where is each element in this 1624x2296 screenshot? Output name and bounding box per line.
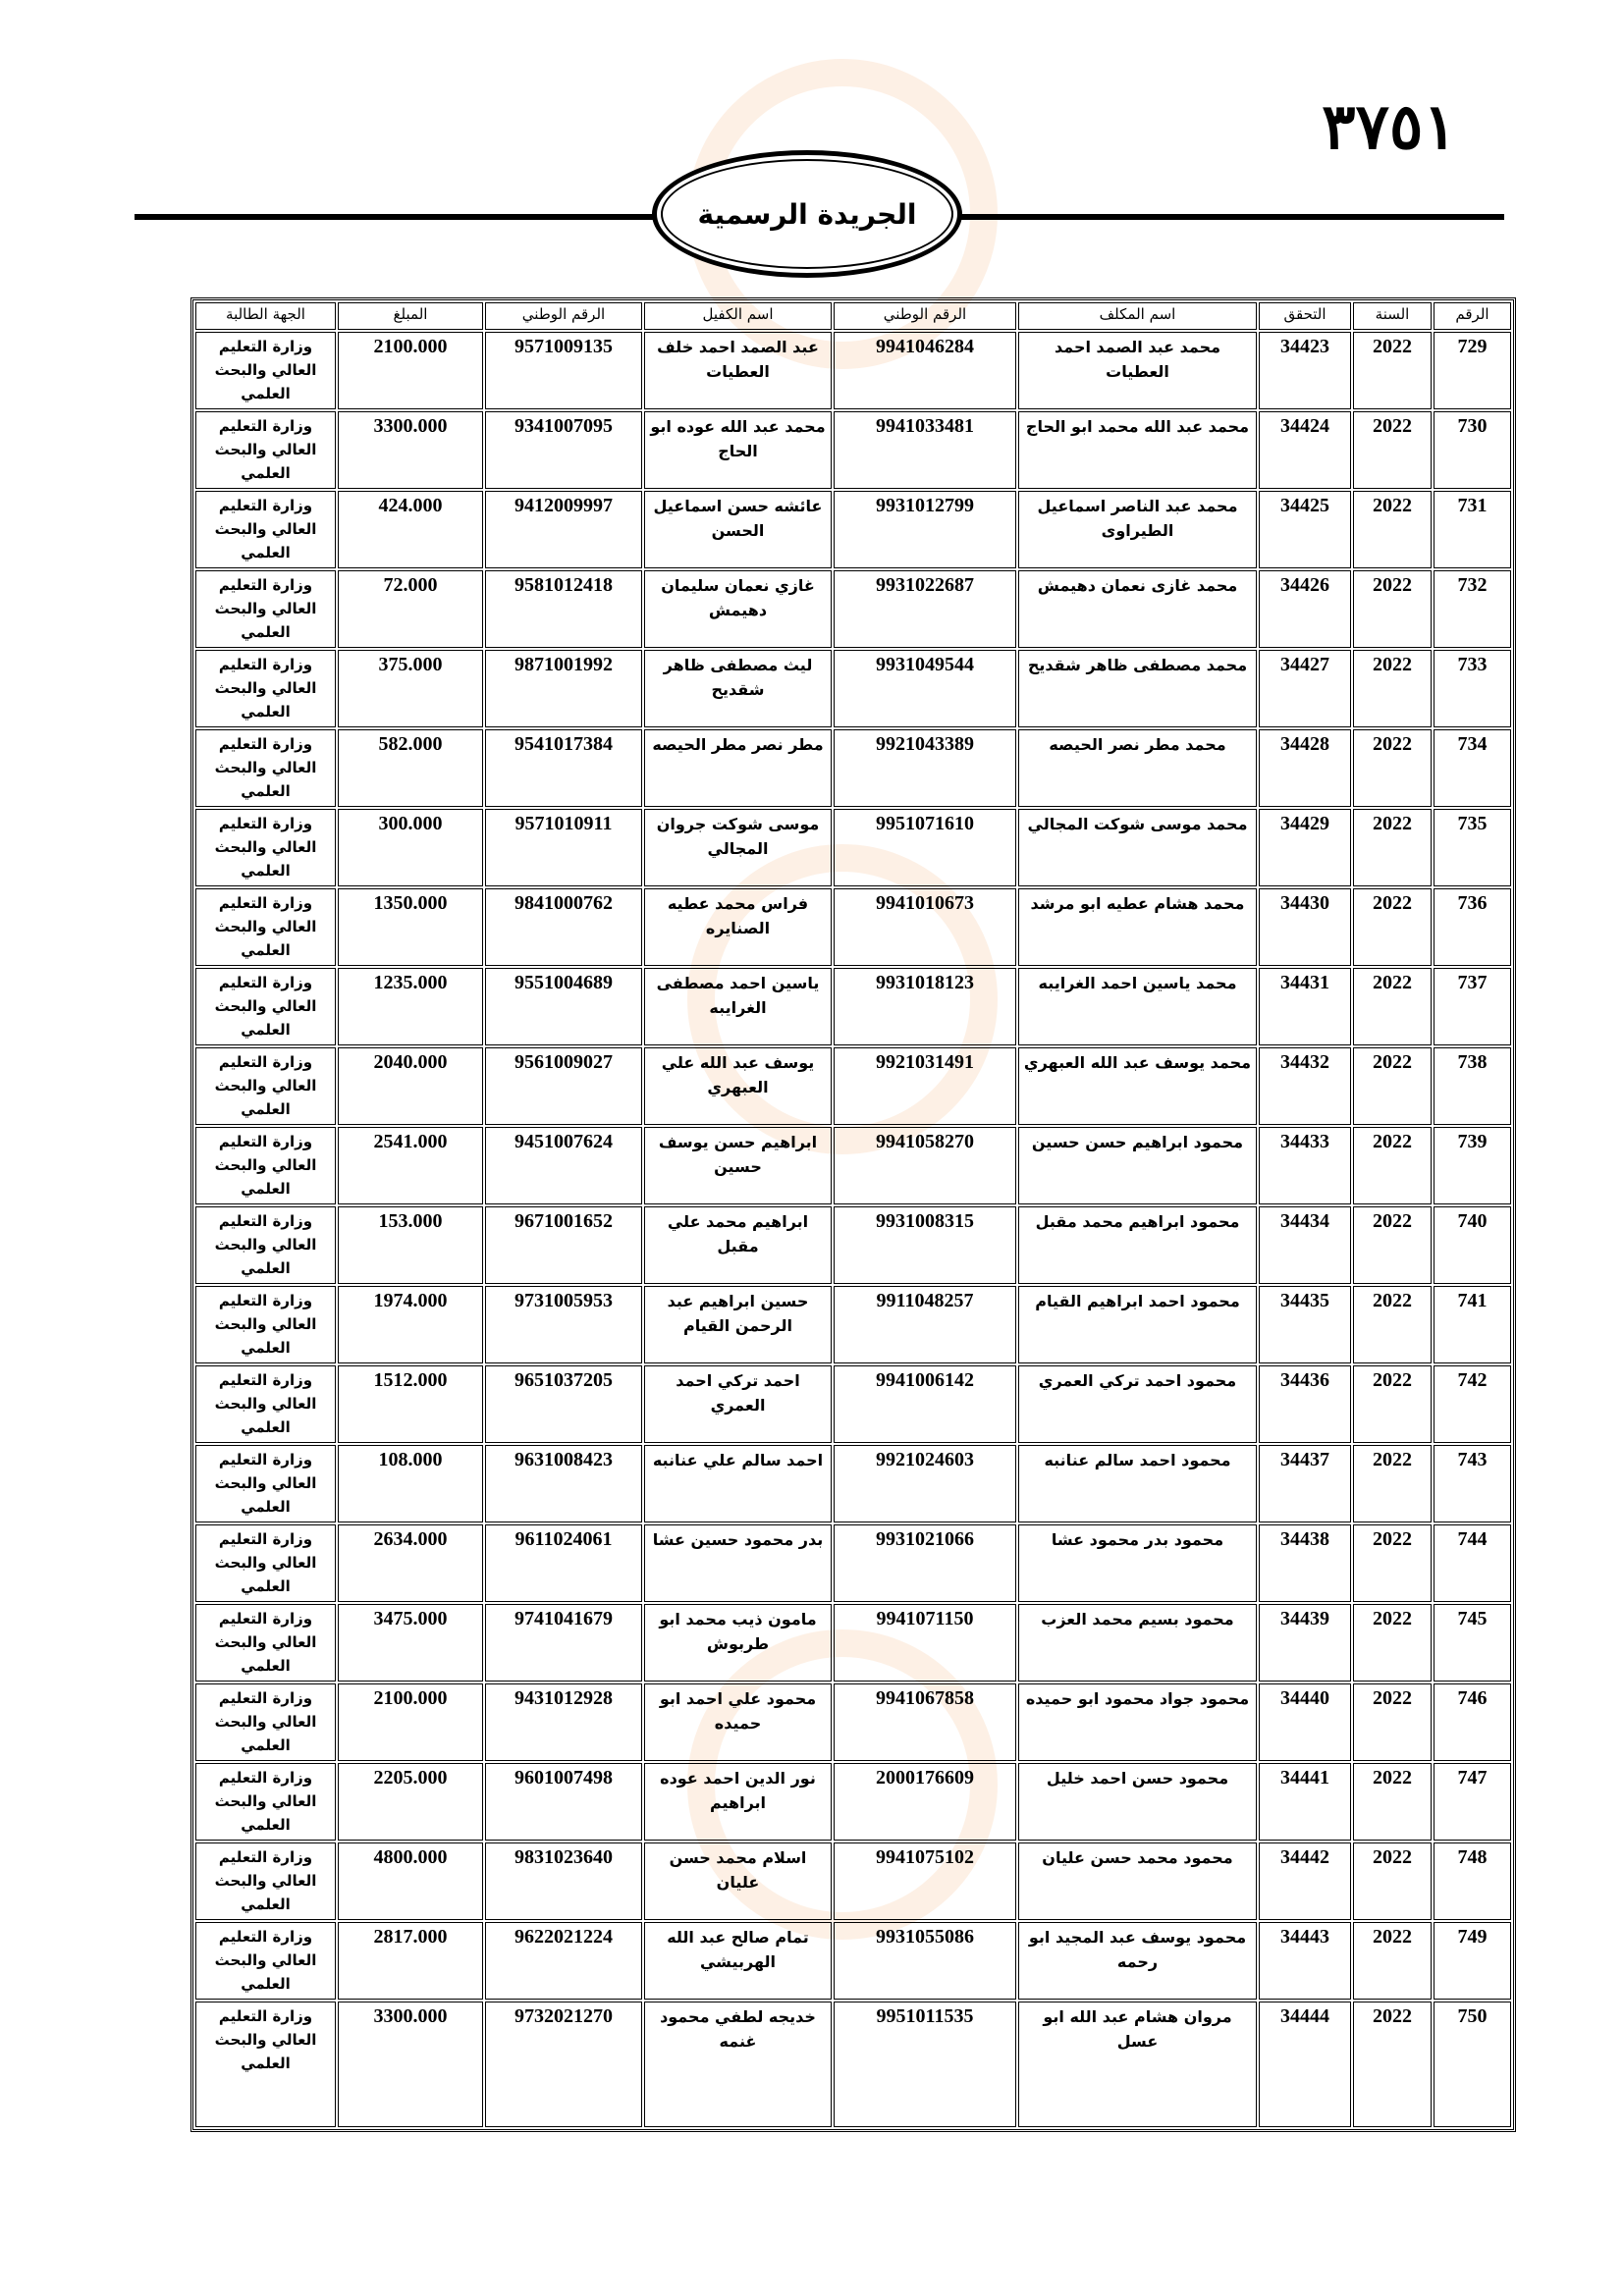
cell-debtor-national-id: 9931022687 bbox=[834, 570, 1016, 648]
cell-row-number: 729 bbox=[1434, 332, 1511, 409]
cell-amount: 1512.000 bbox=[338, 1365, 483, 1443]
cell-verification: 34427 bbox=[1259, 650, 1351, 727]
cell-debtor-national-id: 9951011535 bbox=[834, 2002, 1016, 2127]
cell-verification: 34444 bbox=[1259, 2002, 1351, 2127]
header-debtor-national-id: الرقم الوطني bbox=[834, 302, 1016, 330]
cell-guarantor-national-id: 9841000762 bbox=[485, 888, 642, 966]
cell-verification: 34441 bbox=[1259, 1763, 1351, 1841]
table-row bbox=[195, 411, 1511, 489]
cell-amount: 153.000 bbox=[338, 1206, 483, 1284]
cell-debtor-name: مروان هشام عبد الله ابو عسل bbox=[1018, 2002, 1257, 2127]
cell-debtor-name: محمد عبد الله محمد ابو الحاج bbox=[1018, 411, 1257, 489]
cell-guarantor-national-id: 9341007095 bbox=[485, 411, 642, 489]
cell-amount: 108.000 bbox=[338, 1445, 483, 1522]
cell-row-number: 735 bbox=[1434, 809, 1511, 886]
cell-verification: 34433 bbox=[1259, 1127, 1351, 1204]
table-row bbox=[195, 1206, 1511, 1284]
cell-debtor-national-id: 2000176609 bbox=[834, 1763, 1016, 1841]
cell-debtor-national-id: 9931012799 bbox=[834, 491, 1016, 568]
cell-guarantor-national-id: 9451007624 bbox=[485, 1127, 642, 1204]
cell-debtor-national-id: 9931021066 bbox=[834, 1524, 1016, 1602]
cell-debtor-name: محمود حسن احمد خليل bbox=[1018, 1763, 1257, 1841]
cell-guarantor-national-id: 9601007498 bbox=[485, 1763, 642, 1841]
cell-requesting-entity: وزارة التعليم العالي والبحث العلمي bbox=[195, 2002, 336, 2127]
cell-verification: 34423 bbox=[1259, 332, 1351, 409]
gazette-title-oval bbox=[652, 150, 962, 278]
cell-row-number: 749 bbox=[1434, 1922, 1511, 2000]
cell-guarantor-national-id: 9731005953 bbox=[485, 1286, 642, 1363]
liabilities-table bbox=[190, 297, 1516, 2132]
cell-verification: 34440 bbox=[1259, 1683, 1351, 1761]
cell-year: 2022 bbox=[1353, 332, 1432, 409]
cell-guarantor-national-id: 9571010911 bbox=[485, 809, 642, 886]
cell-row-number: 746 bbox=[1434, 1683, 1511, 1761]
cell-verification: 34431 bbox=[1259, 968, 1351, 1045]
cell-debtor-name: محمود احمد تركي العمري bbox=[1018, 1365, 1257, 1443]
cell-requesting-entity: وزارة التعليم العالي والبحث العلمي bbox=[195, 1445, 336, 1522]
cell-guarantor-name: خديجه لطفي محمود غنمه bbox=[644, 2002, 832, 2127]
cell-guarantor-name: بدر محمود حسين عشا bbox=[644, 1524, 832, 1602]
cell-verification: 34425 bbox=[1259, 491, 1351, 568]
cell-requesting-entity: وزارة التعليم العالي والبحث العلمي bbox=[195, 332, 336, 409]
cell-verification: 34439 bbox=[1259, 1604, 1351, 1682]
cell-verification: 34434 bbox=[1259, 1206, 1351, 1284]
cell-verification: 34437 bbox=[1259, 1445, 1351, 1522]
cell-amount: 3300.000 bbox=[338, 2002, 483, 2127]
table-row bbox=[195, 332, 1511, 409]
cell-verification: 34426 bbox=[1259, 570, 1351, 648]
cell-debtor-national-id: 9931055086 bbox=[834, 1922, 1016, 2000]
cell-debtor-national-id: 9951071610 bbox=[834, 809, 1016, 886]
cell-guarantor-name: ليث مصطفى ظاهر شقديح bbox=[644, 650, 832, 727]
header-guarantor-national-id: الرقم الوطني bbox=[485, 302, 642, 330]
cell-guarantor-name: تمام صالح عبد الله الهربيشي bbox=[644, 1922, 832, 2000]
cell-verification: 34435 bbox=[1259, 1286, 1351, 1363]
cell-debtor-name: محمد موسى شوكت المجالي bbox=[1018, 809, 1257, 886]
table-row bbox=[195, 2002, 1511, 2127]
cell-amount: 72.000 bbox=[338, 570, 483, 648]
cell-guarantor-name: عبد الصمد احمد خلف العطيات bbox=[644, 332, 832, 409]
header-amount: المبلغ bbox=[338, 302, 483, 330]
cell-debtor-name: محمود بدر محمود عشا bbox=[1018, 1524, 1257, 1602]
cell-requesting-entity: وزارة التعليم العالي والبحث العلمي bbox=[195, 729, 336, 807]
cell-guarantor-name: مطر نصر مطر الحيصه bbox=[644, 729, 832, 807]
cell-row-number: 750 bbox=[1434, 2002, 1511, 2127]
table-row bbox=[195, 1922, 1511, 2000]
cell-debtor-name: محمد عبد الصمد احمد العطيات bbox=[1018, 332, 1257, 409]
cell-requesting-entity: وزارة التعليم العالي والبحث العلمي bbox=[195, 650, 336, 727]
cell-row-number: 740 bbox=[1434, 1206, 1511, 1284]
cell-debtor-national-id: 9941075102 bbox=[834, 1842, 1016, 1920]
cell-debtor-name: محمد مصطفى ظاهر شقديح bbox=[1018, 650, 1257, 727]
cell-year: 2022 bbox=[1353, 1842, 1432, 1920]
table-header-row bbox=[195, 302, 1511, 330]
cell-row-number: 738 bbox=[1434, 1047, 1511, 1125]
cell-requesting-entity: وزارة التعليم العالي والبحث العلمي bbox=[195, 1683, 336, 1761]
header-year: السنة bbox=[1353, 302, 1432, 330]
cell-guarantor-name: حسين ابراهيم عبد الرحمن القيام bbox=[644, 1286, 832, 1363]
cell-requesting-entity: وزارة التعليم العالي والبحث العلمي bbox=[195, 1365, 336, 1443]
cell-year: 2022 bbox=[1353, 888, 1432, 966]
cell-debtor-national-id: 9921024603 bbox=[834, 1445, 1016, 1522]
cell-debtor-national-id: 9941033481 bbox=[834, 411, 1016, 489]
cell-year: 2022 bbox=[1353, 1445, 1432, 1522]
cell-amount: 2817.000 bbox=[338, 1922, 483, 2000]
cell-year: 2022 bbox=[1353, 650, 1432, 727]
cell-requesting-entity: وزارة التعليم العالي والبحث العلمي bbox=[195, 809, 336, 886]
cell-debtor-name: محمود محمد حسن عليان bbox=[1018, 1842, 1257, 1920]
cell-guarantor-name: محمد عبد الله عوده ابو الحاج bbox=[644, 411, 832, 489]
cell-amount: 3475.000 bbox=[338, 1604, 483, 1682]
cell-guarantor-name: محمود علي احمد ابو حميده bbox=[644, 1683, 832, 1761]
cell-guarantor-name: احمد تركي احمد العمري bbox=[644, 1365, 832, 1443]
cell-guarantor-name: نور الدين احمد عوده ابراهيم bbox=[644, 1763, 832, 1841]
cell-debtor-national-id: 9931049544 bbox=[834, 650, 1016, 727]
cell-year: 2022 bbox=[1353, 1683, 1432, 1761]
cell-guarantor-national-id: 9732021270 bbox=[485, 2002, 642, 2127]
cell-guarantor-name: عائشه حسن اسماعيل الحسن bbox=[644, 491, 832, 568]
cell-amount: 2541.000 bbox=[338, 1127, 483, 1204]
cell-guarantor-name: يوسف عبد الله علي العبهري bbox=[644, 1047, 832, 1125]
header-guarantor-name: اسم الكفيل bbox=[644, 302, 832, 330]
cell-requesting-entity: وزارة التعليم العالي والبحث العلمي bbox=[195, 968, 336, 1045]
cell-guarantor-name: اسلام محمد حسن عليان bbox=[644, 1842, 832, 1920]
cell-amount: 1350.000 bbox=[338, 888, 483, 966]
cell-year: 2022 bbox=[1353, 809, 1432, 886]
cell-debtor-name: محمود ابراهيم حسن حسين bbox=[1018, 1127, 1257, 1204]
table-row bbox=[195, 1763, 1511, 1841]
cell-guarantor-name: ابراهيم حسن يوسف حسين bbox=[644, 1127, 832, 1204]
cell-debtor-name: محمد ياسين احمد الغرايبه bbox=[1018, 968, 1257, 1045]
cell-year: 2022 bbox=[1353, 1047, 1432, 1125]
table-row bbox=[195, 1127, 1511, 1204]
cell-guarantor-name: احمد سالم علي عنانبه bbox=[644, 1445, 832, 1522]
cell-debtor-name: محمود يوسف عبد المجيد ابو رحمه bbox=[1018, 1922, 1257, 2000]
cell-guarantor-national-id: 9631008423 bbox=[485, 1445, 642, 1522]
cell-verification: 34432 bbox=[1259, 1047, 1351, 1125]
cell-year: 2022 bbox=[1353, 968, 1432, 1045]
table-row bbox=[195, 1842, 1511, 1920]
table-row bbox=[195, 968, 1511, 1045]
cell-debtor-national-id: 9931008315 bbox=[834, 1206, 1016, 1284]
cell-amount: 375.000 bbox=[338, 650, 483, 727]
cell-requesting-entity: وزارة التعليم العالي والبحث العلمي bbox=[195, 411, 336, 489]
cell-row-number: 732 bbox=[1434, 570, 1511, 648]
cell-year: 2022 bbox=[1353, 1286, 1432, 1363]
cell-debtor-name: محمود جواد محمود ابو حميده bbox=[1018, 1683, 1257, 1761]
cell-requesting-entity: وزارة التعليم العالي والبحث العلمي bbox=[195, 888, 336, 966]
cell-amount: 3300.000 bbox=[338, 411, 483, 489]
cell-amount: 582.000 bbox=[338, 729, 483, 807]
table-row bbox=[195, 1604, 1511, 1682]
table-row bbox=[195, 1524, 1511, 1602]
cell-requesting-entity: وزارة التعليم العالي والبحث العلمي bbox=[195, 1922, 336, 2000]
cell-row-number: 745 bbox=[1434, 1604, 1511, 1682]
cell-verification: 34428 bbox=[1259, 729, 1351, 807]
table-row bbox=[195, 809, 1511, 886]
cell-debtor-name: محمود ابراهيم محمد مقبل bbox=[1018, 1206, 1257, 1284]
cell-guarantor-name: فراس محمد عطيه الصنايره bbox=[644, 888, 832, 966]
table-row bbox=[195, 1286, 1511, 1363]
table-row bbox=[195, 570, 1511, 648]
cell-verification: 34438 bbox=[1259, 1524, 1351, 1602]
cell-guarantor-national-id: 9741041679 bbox=[485, 1604, 642, 1682]
cell-year: 2022 bbox=[1353, 491, 1432, 568]
cell-row-number: 733 bbox=[1434, 650, 1511, 727]
header-verification: التحقق bbox=[1259, 302, 1351, 330]
cell-amount: 2100.000 bbox=[338, 332, 483, 409]
cell-requesting-entity: وزارة التعليم العالي والبحث العلمي bbox=[195, 491, 336, 568]
cell-requesting-entity: وزارة التعليم العالي والبحث العلمي bbox=[195, 1286, 336, 1363]
cell-year: 2022 bbox=[1353, 1922, 1432, 2000]
cell-verification: 34442 bbox=[1259, 1842, 1351, 1920]
cell-debtor-national-id: 9941006142 bbox=[834, 1365, 1016, 1443]
cell-guarantor-name: مامون ذيب محمد ابو طربوش bbox=[644, 1604, 832, 1682]
cell-requesting-entity: وزارة التعليم العالي والبحث العلمي bbox=[195, 1206, 336, 1284]
cell-debtor-name: محمود بسيم محمد العزب bbox=[1018, 1604, 1257, 1682]
cell-guarantor-national-id: 9541017384 bbox=[485, 729, 642, 807]
cell-year: 2022 bbox=[1353, 1604, 1432, 1682]
cell-row-number: 734 bbox=[1434, 729, 1511, 807]
cell-year: 2022 bbox=[1353, 1763, 1432, 1841]
cell-year: 2022 bbox=[1353, 1524, 1432, 1602]
cell-amount: 300.000 bbox=[338, 809, 483, 886]
cell-row-number: 737 bbox=[1434, 968, 1511, 1045]
cell-amount: 2205.000 bbox=[338, 1763, 483, 1841]
cell-guarantor-name: موسى شوكت جروان المجالي bbox=[644, 809, 832, 886]
cell-guarantor-national-id: 9431012928 bbox=[485, 1683, 642, 1761]
cell-debtor-national-id: 9941071150 bbox=[834, 1604, 1016, 1682]
cell-debtor-name: محمود احمد سالم عنانبه bbox=[1018, 1445, 1257, 1522]
cell-row-number: 730 bbox=[1434, 411, 1511, 489]
header-row-number: الرقم bbox=[1434, 302, 1511, 330]
cell-requesting-entity: وزارة التعليم العالي والبحث العلمي bbox=[195, 1842, 336, 1920]
cell-debtor-national-id: 9941067858 bbox=[834, 1683, 1016, 1761]
cell-requesting-entity: وزارة التعليم العالي والبحث العلمي bbox=[195, 1524, 336, 1602]
cell-year: 2022 bbox=[1353, 411, 1432, 489]
cell-guarantor-national-id: 9622021224 bbox=[485, 1922, 642, 2000]
cell-row-number: 741 bbox=[1434, 1286, 1511, 1363]
cell-verification: 34429 bbox=[1259, 809, 1351, 886]
cell-amount: 2634.000 bbox=[338, 1524, 483, 1602]
cell-debtor-national-id: 9941058270 bbox=[834, 1127, 1016, 1204]
cell-requesting-entity: وزارة التعليم العالي والبحث العلمي bbox=[195, 1127, 336, 1204]
cell-year: 2022 bbox=[1353, 1206, 1432, 1284]
header-debtor-name: اسم المكلف bbox=[1018, 302, 1257, 330]
cell-row-number: 744 bbox=[1434, 1524, 1511, 1602]
gazette-title: الجريدة الرسمية bbox=[697, 197, 917, 231]
cell-verification: 34436 bbox=[1259, 1365, 1351, 1443]
cell-amount: 1235.000 bbox=[338, 968, 483, 1045]
cell-debtor-name: محمد يوسف عبد الله العبهري bbox=[1018, 1047, 1257, 1125]
table-row bbox=[195, 1683, 1511, 1761]
cell-row-number: 743 bbox=[1434, 1445, 1511, 1522]
cell-guarantor-national-id: 9671001652 bbox=[485, 1206, 642, 1284]
cell-guarantor-national-id: 9571009135 bbox=[485, 332, 642, 409]
cell-row-number: 748 bbox=[1434, 1842, 1511, 1920]
cell-debtor-name: محمد عبد الناصر اسماعيل الطيراوى bbox=[1018, 491, 1257, 568]
cell-verification: 34430 bbox=[1259, 888, 1351, 966]
cell-debtor-national-id: 9941010673 bbox=[834, 888, 1016, 966]
cell-requesting-entity: وزارة التعليم العالي والبحث العلمي bbox=[195, 570, 336, 648]
table-row bbox=[195, 1445, 1511, 1522]
cell-guarantor-national-id: 9551004689 bbox=[485, 968, 642, 1045]
table-row bbox=[195, 1047, 1511, 1125]
cell-amount: 424.000 bbox=[338, 491, 483, 568]
header-requesting-entity: الجهة الطالبة bbox=[195, 302, 336, 330]
cell-year: 2022 bbox=[1353, 729, 1432, 807]
cell-guarantor-national-id: 9651037205 bbox=[485, 1365, 642, 1443]
cell-year: 2022 bbox=[1353, 1127, 1432, 1204]
cell-debtor-name: محمد هشام عطيه ابو مرشد bbox=[1018, 888, 1257, 966]
cell-year: 2022 bbox=[1353, 2002, 1432, 2127]
cell-row-number: 739 bbox=[1434, 1127, 1511, 1204]
cell-verification: 34443 bbox=[1259, 1922, 1351, 2000]
cell-debtor-national-id: 9921043389 bbox=[834, 729, 1016, 807]
cell-debtor-name: محمود احمد ابراهيم القيام bbox=[1018, 1286, 1257, 1363]
page-number: ٣٧٥١ bbox=[1322, 90, 1457, 164]
cell-requesting-entity: وزارة التعليم العالي والبحث العلمي bbox=[195, 1047, 336, 1125]
cell-guarantor-national-id: 9412009997 bbox=[485, 491, 642, 568]
cell-guarantor-national-id: 9611024061 bbox=[485, 1524, 642, 1602]
cell-debtor-national-id: 9921031491 bbox=[834, 1047, 1016, 1125]
cell-amount: 4800.000 bbox=[338, 1842, 483, 1920]
cell-requesting-entity: وزارة التعليم العالي والبحث العلمي bbox=[195, 1763, 336, 1841]
table-row bbox=[195, 729, 1511, 807]
cell-guarantor-name: ابراهيم محمد علي مقبل bbox=[644, 1206, 832, 1284]
cell-debtor-national-id: 9941046284 bbox=[834, 332, 1016, 409]
cell-year: 2022 bbox=[1353, 1365, 1432, 1443]
cell-row-number: 747 bbox=[1434, 1763, 1511, 1841]
cell-guarantor-name: ياسين احمد مصطفى الغرايبه bbox=[644, 968, 832, 1045]
cell-requesting-entity: وزارة التعليم العالي والبحث العلمي bbox=[195, 1604, 336, 1682]
table-row bbox=[195, 1365, 1511, 1443]
cell-guarantor-national-id: 9871001992 bbox=[485, 650, 642, 727]
cell-amount: 2100.000 bbox=[338, 1683, 483, 1761]
cell-debtor-national-id: 9911048257 bbox=[834, 1286, 1016, 1363]
table-row bbox=[195, 491, 1511, 568]
cell-guarantor-national-id: 9581012418 bbox=[485, 570, 642, 648]
cell-amount: 2040.000 bbox=[338, 1047, 483, 1125]
cell-guarantor-national-id: 9831023640 bbox=[485, 1842, 642, 1920]
table-row bbox=[195, 650, 1511, 727]
cell-guarantor-name: غازي نعمان سليمان دهيمش bbox=[644, 570, 832, 648]
cell-row-number: 742 bbox=[1434, 1365, 1511, 1443]
cell-amount: 1974.000 bbox=[338, 1286, 483, 1363]
cell-debtor-national-id: 9931018123 bbox=[834, 968, 1016, 1045]
cell-verification: 34424 bbox=[1259, 411, 1351, 489]
cell-debtor-name: محمد غازى نعمان دهيمش bbox=[1018, 570, 1257, 648]
cell-row-number: 736 bbox=[1434, 888, 1511, 966]
cell-row-number: 731 bbox=[1434, 491, 1511, 568]
cell-guarantor-national-id: 9561009027 bbox=[485, 1047, 642, 1125]
table-row bbox=[195, 888, 1511, 966]
cell-debtor-name: محمد مطر نصر الحيصه bbox=[1018, 729, 1257, 807]
cell-year: 2022 bbox=[1353, 570, 1432, 648]
